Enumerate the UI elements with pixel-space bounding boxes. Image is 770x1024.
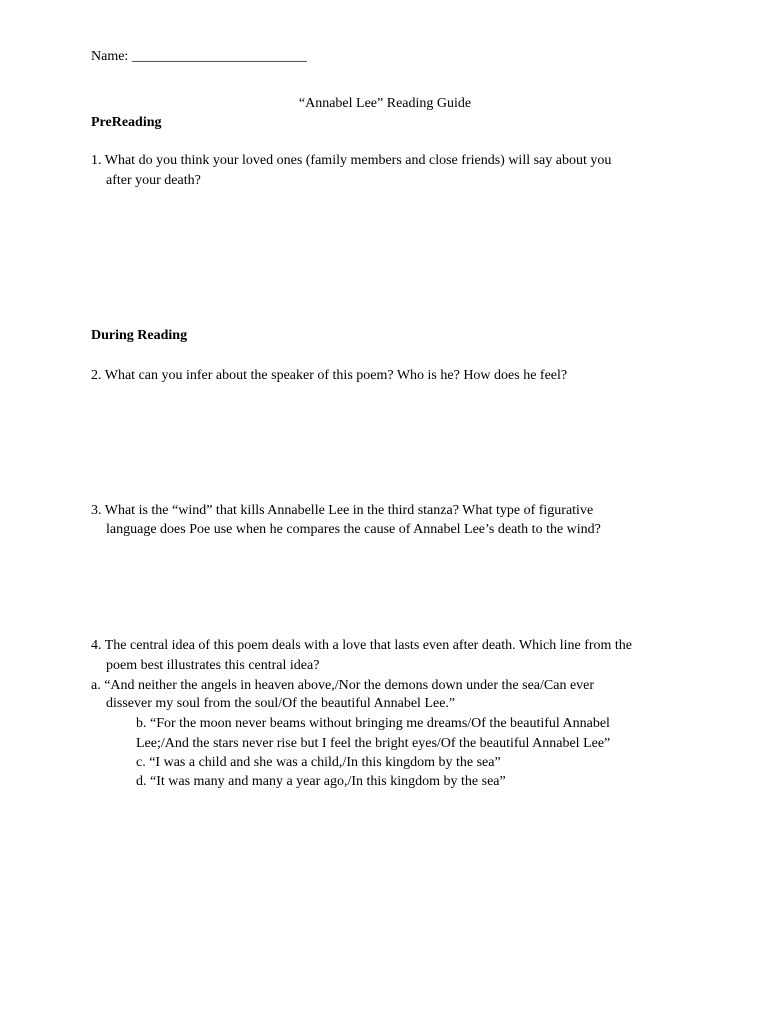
question-3-line-1: 3. What is the “wind” that kills Annabelle Lee in the third stanza? What type of figurative bbox=[91, 503, 594, 518]
answer-option-c: c. “I was a child and she was a child,/In this kingdom by the sea” bbox=[136, 755, 501, 770]
answer-option-b-line-1: b. “For the moon never beams without bringing me dreams/Of the beautiful Annabel bbox=[136, 716, 610, 731]
section-heading-prereading: PreReading bbox=[91, 115, 162, 130]
question-3-line-2: language does Poe use when he compares the cause of Annabel Lee’s death to the wind? bbox=[106, 522, 601, 537]
answer-option-a-line-2: dissever my soul from the soul/Of the beautiful Annabel Lee.” bbox=[106, 696, 456, 711]
name-field-label: Name: _________________________ bbox=[91, 49, 307, 64]
answer-option-a-line-1: a. “And neither the angels in heaven above,/Nor the demons down under the sea/Can ever bbox=[91, 678, 595, 693]
answer-option-b-line-2: Lee;/And the stars never rise but I feel the bright eyes/Of the beautiful Annabel Lee” bbox=[136, 736, 611, 751]
question-4-line-1: 4. The central idea of this poem deals with a love that lasts even after death. Which line from the bbox=[91, 638, 633, 653]
question-4-line-2: poem best illustrates this central idea? bbox=[106, 658, 320, 673]
question-1-line-2: after your death? bbox=[106, 173, 201, 188]
page-title: “Annabel Lee” Reading Guide bbox=[298, 96, 472, 111]
question-1-line-1: 1. What do you think your loved ones (family members and close friends) will say about you bbox=[91, 153, 612, 168]
section-heading-during-reading: During Reading bbox=[91, 328, 188, 343]
answer-option-d: d. “It was many and many a year ago,/In this kingdom by the sea” bbox=[136, 774, 506, 789]
question-2-line-1: 2. What can you infer about the speaker of this poem? Who is he? How does he feel? bbox=[91, 368, 568, 383]
